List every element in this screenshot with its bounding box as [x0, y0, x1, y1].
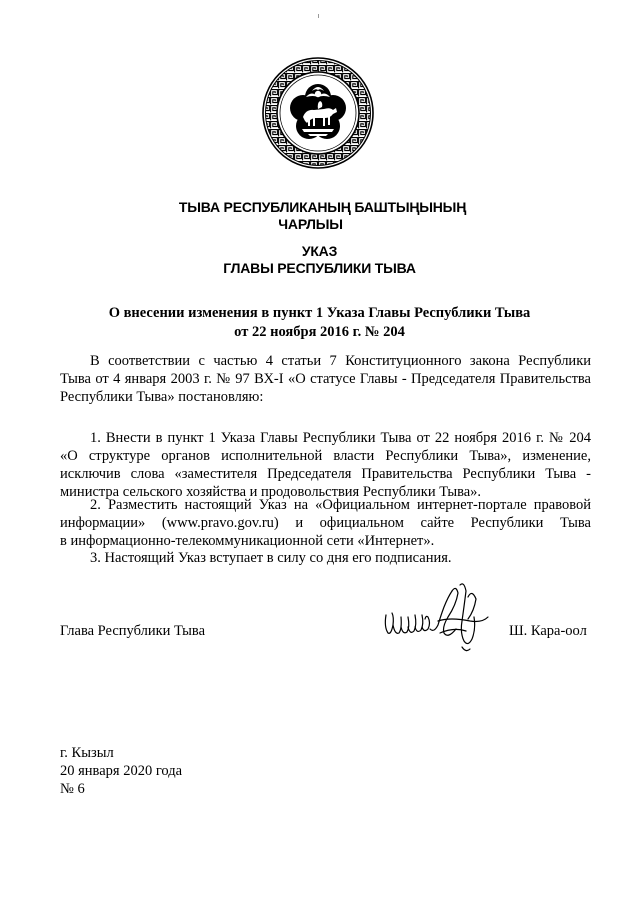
place-date-number [60, 744, 182, 798]
decree-item-1 [60, 429, 591, 501]
item-3-line: 3. Настоящий Указ вступает в силу со дня его подписания. [90, 550, 452, 566]
tuva-coat-of-arms-icon [262, 57, 374, 169]
scan-mark [318, 14, 319, 18]
signatory-name: Ш. Кара-оол [509, 623, 587, 639]
item-1-line: министра сельского хозяйства и продовольствия Республики Тыва». [60, 484, 482, 500]
decree-item-2 [60, 496, 591, 550]
document-title: О внесении изменения в пункт 1 Указа Главы Республики Тыва [108, 305, 531, 321]
issue-place: г. Кызыл [60, 745, 114, 761]
item-2-line: 2. Разместить настоящий Указ на «Официальном интернет-портале правовой [90, 497, 591, 513]
item-1-line: «О структуре органов исполнительной власти Республики Тыва», изменение, [60, 448, 591, 464]
decree-word: УКАЗ [301, 243, 338, 259]
item-2-line: в информационно-телекоммуникационной сети «Интернет». [60, 533, 435, 549]
handwritten-signature-icon [378, 577, 493, 657]
item-1-line: 1. Внести в пункт 1 Указа Главы Республики Тыва от 22 ноября 2016 г. № 204 [90, 430, 591, 446]
republic-title-tuvan: ТЫВА РЕСПУБЛИКАНЫҢ БАШТЫҢЫНЫҢ [178, 199, 467, 215]
decree-authority: ГЛАВЫ РЕСПУБЛИКИ ТЫВА [223, 260, 416, 276]
decree-number: № 6 [60, 781, 85, 797]
document-title-date: от 22 ноября 2016 г. № 204 [234, 324, 405, 340]
intro-line: В соответствии с частью 4 статьи 7 Конституционного закона Республики [90, 353, 591, 369]
issue-date: 20 января 2020 года [60, 763, 183, 779]
decree-item-3 [60, 549, 591, 567]
item-1-line: исключив слова «заместителя Председателя Правительства Республики Тыва - [60, 466, 591, 482]
intro-paragraph [60, 352, 591, 406]
intro-line: Тыва от 4 января 2003 г. № 97 ВХ-I «О статусе Главы - Председателя Правительства [60, 371, 591, 387]
republic-title-tuvan-continued: ЧАРЛЫЫ [278, 216, 343, 232]
intro-line: Республики Тыва» постановляю: [60, 389, 264, 405]
item-2-line: информации» (www.pravo.gov.ru) и официальном сайте Республики Тыва [60, 515, 591, 531]
signatory-position: Глава Республики Тыва [60, 623, 206, 639]
